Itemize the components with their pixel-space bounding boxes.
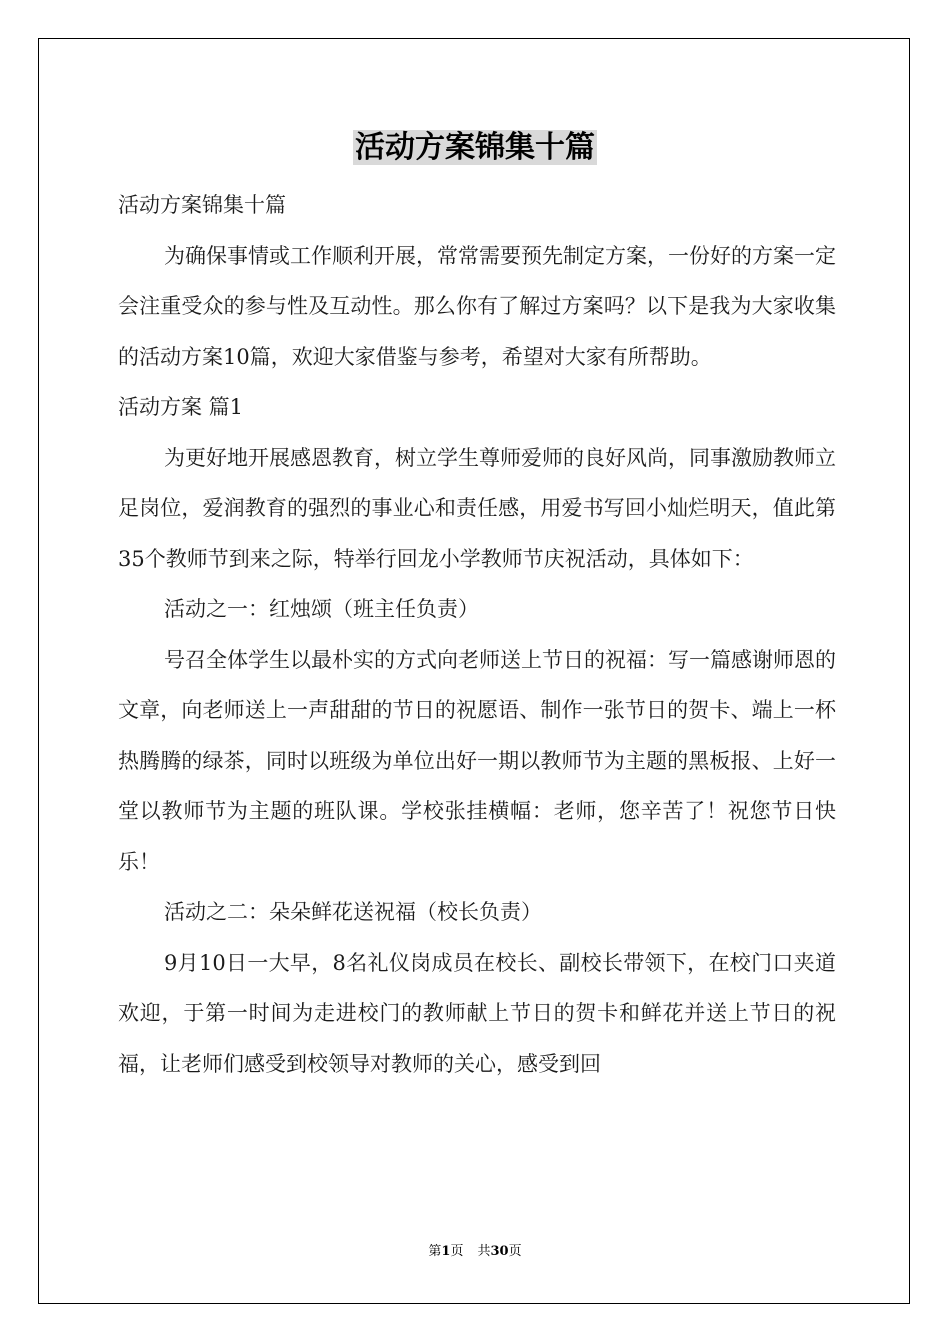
paragraph: 号召全体学生以最朴实的方式向老师送上节日的祝福：写一篇感谢师恩的文章，向老师送上一声甜甜的节日的祝愿语、制作一张节日的贺卡、端上一杯热腾腾的绿茶，同时以班级为单位出好一期以教师节为主题的黑板报、上好一堂以教师节为主题的班队课。学校张挂横幅：老师，您辛苦了！祝您节日快乐！ xyxy=(118,647,836,874)
page-footer xyxy=(0,1240,950,1259)
activity-heading: 活动之二：朵朵鲜花送祝福（校长负责） xyxy=(164,900,542,924)
document-body xyxy=(118,180,836,1089)
total-pages: 30 xyxy=(490,1244,509,1259)
document-title: 活动方案锦集十篇 xyxy=(355,130,595,165)
total-prefix: 共 xyxy=(477,1244,491,1259)
total-suffix: 页 xyxy=(508,1244,522,1259)
activity-heading: 活动之一：红烛颂（班主任负责） xyxy=(164,597,479,621)
paragraph: 为更好地开展感恩教育，树立学生尊师爱师的良好风尚，同事激励教师立足岗位，爱润教育的强烈的事业心和责任感，用爱书写回小灿烂明天，值此第35个教师节到来之际，特举行回龙小学教师节庆祝活动，具体如下： xyxy=(118,445,836,571)
page-suffix: 页 xyxy=(450,1244,464,1259)
page-current: 1 xyxy=(441,1244,451,1259)
paragraph-heading: 活动方案锦集十篇 xyxy=(118,193,286,217)
paragraph: 9月10日一大早，8名礼仪岗成员在校长、副校长带领下，在校门口夹道欢迎，于第一时间为走进校门的教师献上节日的贺卡和鲜花并送上节日的祝福，让老师们感受到校领导对教师的关心，感受到回 xyxy=(118,950,836,1076)
page-prefix: 第 xyxy=(428,1244,442,1259)
paragraph-intro: 为确保事情或工作顺利开展，常常需要预先制定方案，一份好的方案一定会注重受众的参与性及互动性。那么你有了解过方案吗？以下是我为大家收集的活动方案10篇，欢迎大家借鉴与参考，希望对大家有所帮助。 xyxy=(118,243,836,369)
section-heading: 活动方案 篇1 xyxy=(118,395,244,419)
